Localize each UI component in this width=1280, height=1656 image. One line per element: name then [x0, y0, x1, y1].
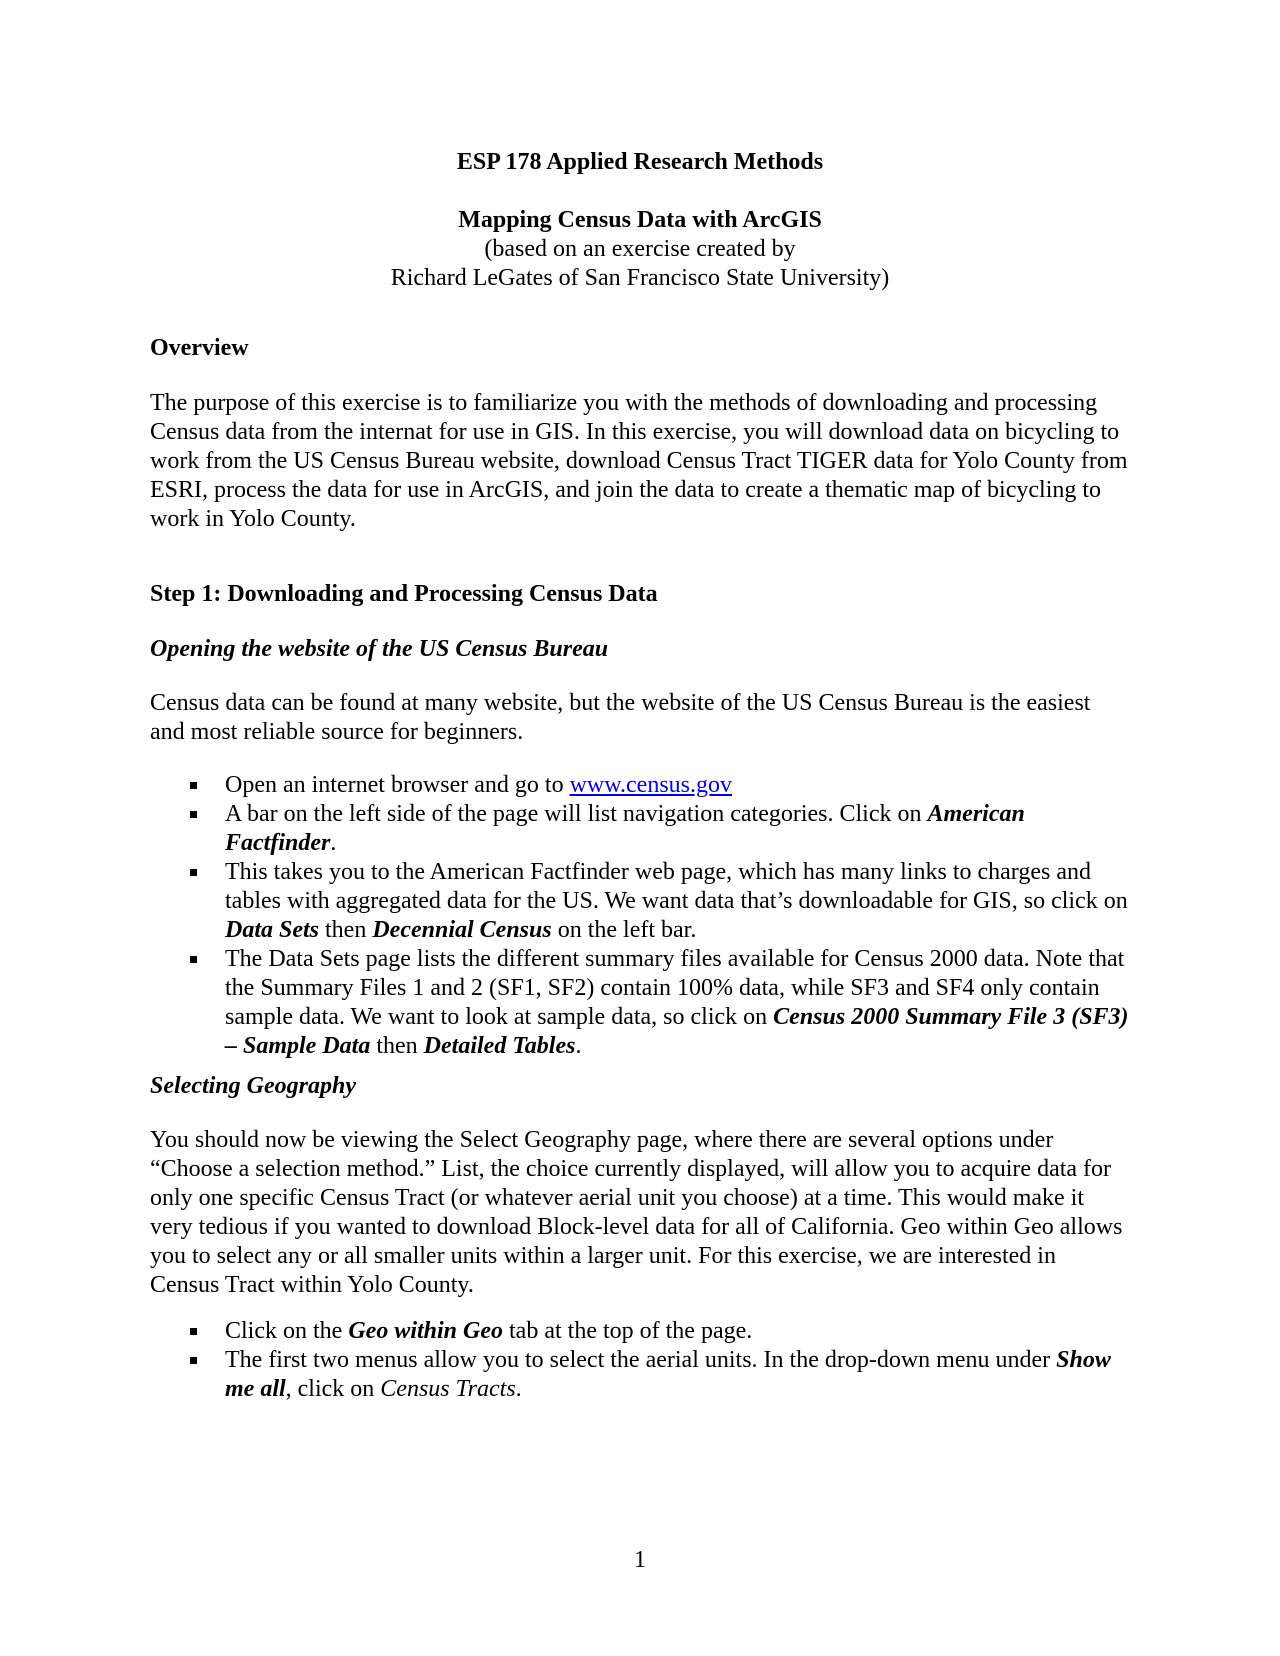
geography-subheading: Selecting Geography — [150, 1073, 356, 1099]
document-title: Mapping Census Data with ArcGIS — [458, 207, 822, 233]
step1-heading: Step 1: Downloading and Processing Census Data — [150, 581, 658, 607]
opening-intro: Census data can be found at many website, but the website of the US Census Bureau is the easiest and most reliable source for beginners. — [150, 690, 1091, 745]
credit-line-1: (based on an exercise created by — [484, 236, 796, 262]
geography-intro-block — [150, 1126, 1130, 1300]
bullet-square-icon — [190, 1328, 197, 1335]
list-item: This takes you to the American Factfinder web page, which has many links to charges and tables with aggregated data for the US. We want data that’s downloadable for GIS, so click on Data Sets then Decennial Census on the left bar. — [150, 858, 1130, 945]
geography-bullet-list — [150, 1317, 1130, 1404]
overview-heading: Overview — [150, 335, 249, 361]
step1-heading-block — [150, 580, 1130, 609]
credit-line-2: Richard LeGates of San Francisco State University) — [390, 265, 890, 291]
bullet-square-icon — [190, 1357, 197, 1364]
list-item: Click on the Geo within Geo tab at the top of the page. — [150, 1317, 1130, 1346]
opening-bullets-block — [150, 771, 1130, 1061]
geography-subheading-block — [150, 1072, 1130, 1101]
bullet-square-icon — [190, 782, 197, 789]
bullet-square-icon — [190, 811, 197, 818]
overview-heading-block — [150, 334, 1130, 363]
geography-bullets-block — [150, 1317, 1130, 1404]
list-item: A bar on the left side of the page will list navigation categories. Click on American Factfinder. — [150, 800, 1130, 858]
opening-subheading-block — [150, 635, 1130, 664]
title-block — [0, 148, 1280, 293]
opening-intro-block — [150, 689, 1130, 747]
list-item: Open an internet browser and go to www.census.gov — [150, 771, 1130, 800]
list-item: The Data Sets page lists the different summary files available for Census 2000 data. Note that the Summary Files 1 and 2 (SF1, SF2) contain 100% data, while SF3 and SF4 only contain sample data. We want to look at sample data, so click on Census 2000 Summary File 3 (SF3) – Sample Data then Detailed Tables. — [150, 945, 1130, 1061]
overview-body-block — [150, 389, 1130, 534]
overview-body: The purpose of this exercise is to familiarize you with the methods of downloading and processing Census data from the internat for use in GIS. In this exercise, you will download data on bicycling to work from the US Census Bureau website, download Census Tract TIGER data for Yolo County from ESRI, process the data for use in ArcGIS, and join the data to create a thematic map of bicycling to work in Yolo County. — [150, 390, 1128, 532]
opening-subheading: Opening the website of the US Census Bureau — [150, 636, 609, 662]
opening-bullet-list — [150, 771, 1130, 1061]
blank-line — [0, 177, 1280, 206]
bullet-square-icon — [190, 956, 197, 963]
bullet-square-icon — [190, 869, 197, 876]
page-number: 1 — [634, 1547, 646, 1573]
geography-intro: You should now be viewing the Select Geography page, where there are several options under “Choose a selection method.” List, the choice currently displayed, will allow you to acquire data for only one specific Census Tract (or whatever aerial unit you choose) at a time. This would make it very tedious if you wanted to download Block-level data for all of California. Geo within Geo allows you to select any or all smaller units within a larger unit. For this exercise, we are interested in Census Tract within Yolo County. — [150, 1127, 1123, 1298]
census-gov-link[interactable]: www.census.gov — [569, 772, 732, 798]
list-item: The first two menus allow you to select the aerial units. In the drop-down menu under Show me all, click on Census Tracts. — [150, 1346, 1130, 1404]
course-title: ESP 178 Applied Research Methods — [456, 149, 824, 175]
